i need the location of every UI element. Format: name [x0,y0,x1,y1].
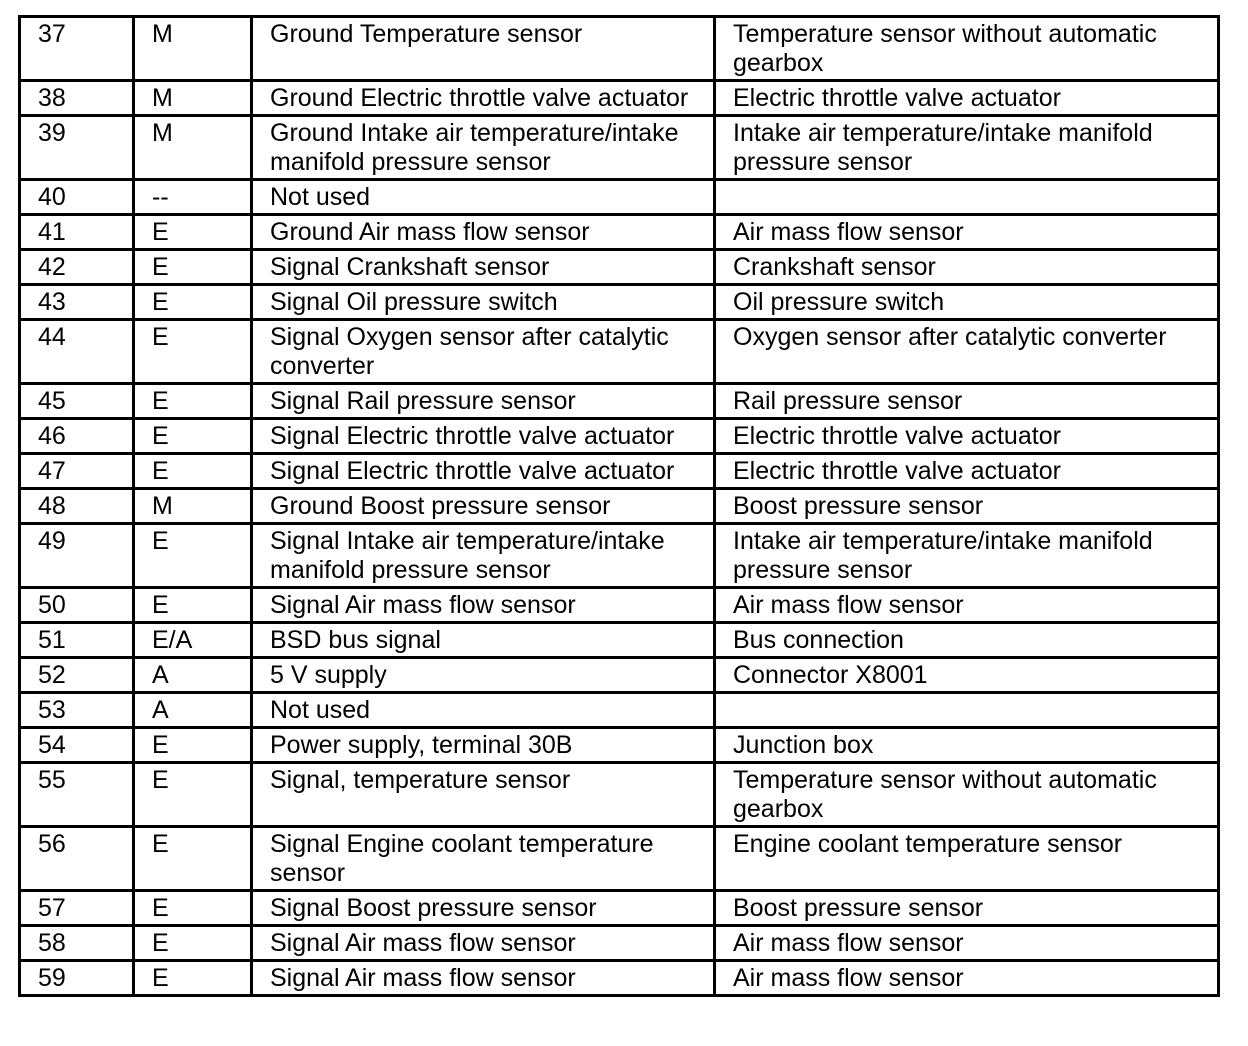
pin-description-cell: Signal, temperature sensor [252,763,715,827]
component-cell: Engine coolant temperature sensor [715,827,1219,891]
component-cell: Air mass flow sensor [715,215,1219,250]
pin-number-cell: 56 [20,827,134,891]
table-row [20,588,1219,623]
table-row [20,524,1219,588]
pin-number-cell: 57 [20,891,134,926]
pin-description-cell: Not used [252,693,715,728]
pin-table-body [20,17,1219,996]
pin-description-cell: Power supply, terminal 30B [252,728,715,763]
component-cell: Intake air temperature/intake manifold pressure sensor [715,524,1219,588]
component-cell: Temperature sensor without automatic gearbox [715,763,1219,827]
pin-description-cell: Signal Air mass flow sensor [252,961,715,996]
table-row [20,926,1219,961]
pin-number-cell: 40 [20,180,134,215]
component-cell: Connector X8001 [715,658,1219,693]
signal-type-cell: M [134,116,252,180]
pin-number-cell: 46 [20,419,134,454]
signal-type-cell: E [134,926,252,961]
pin-description-cell: Not used [252,180,715,215]
pin-number-cell: 47 [20,454,134,489]
pin-number-cell: 59 [20,961,134,996]
table-row [20,454,1219,489]
pin-number-cell: 58 [20,926,134,961]
pin-description-cell: Signal Intake air temperature/intake manifold pressure sensor [252,524,715,588]
pin-number-cell: 39 [20,116,134,180]
signal-type-cell: E [134,454,252,489]
signal-type-cell: E [134,524,252,588]
pin-number-cell: 41 [20,215,134,250]
pin-number-cell: 38 [20,81,134,116]
signal-type-cell: E [134,250,252,285]
signal-type-cell: E [134,320,252,384]
pin-description-cell: Ground Air mass flow sensor [252,215,715,250]
table-row [20,180,1219,215]
signal-type-cell: M [134,489,252,524]
pin-description-cell: Signal Engine coolant temperature sensor [252,827,715,891]
table-row [20,17,1219,81]
pin-description-cell: 5 V supply [252,658,715,693]
signal-type-cell: E [134,215,252,250]
component-cell: Air mass flow sensor [715,588,1219,623]
pin-description-cell: Signal Rail pressure sensor [252,384,715,419]
component-cell: Temperature sensor without automatic gearbox [715,17,1219,81]
pin-description-cell: Signal Boost pressure sensor [252,891,715,926]
component-cell: Crankshaft sensor [715,250,1219,285]
pin-number-cell: 43 [20,285,134,320]
pin-number-cell: 54 [20,728,134,763]
signal-type-cell: E [134,285,252,320]
table-row [20,658,1219,693]
table-row [20,215,1219,250]
signal-type-cell: E [134,763,252,827]
component-cell: Oxygen sensor after catalytic converter [715,320,1219,384]
signal-type-cell: E [134,728,252,763]
signal-type-cell: E [134,827,252,891]
pin-description-cell: Ground Electric throttle valve actuator [252,81,715,116]
table-row [20,285,1219,320]
pin-number-cell: 44 [20,320,134,384]
component-cell: Junction box [715,728,1219,763]
signal-type-cell: E [134,419,252,454]
signal-type-cell: M [134,17,252,81]
table-row [20,961,1219,996]
pin-description-cell: Signal Air mass flow sensor [252,926,715,961]
pin-number-cell: 52 [20,658,134,693]
pin-description-cell: Signal Electric throttle valve actuator [252,419,715,454]
table-row [20,81,1219,116]
table-row [20,891,1219,926]
signal-type-cell: E [134,588,252,623]
table-row [20,250,1219,285]
component-cell [715,180,1219,215]
pin-number-cell: 51 [20,623,134,658]
pin-description-cell: BSD bus signal [252,623,715,658]
signal-type-cell: E [134,891,252,926]
table-row [20,728,1219,763]
pin-description-cell: Signal Air mass flow sensor [252,588,715,623]
pin-number-cell: 49 [20,524,134,588]
table-row [20,623,1219,658]
component-cell: Electric throttle valve actuator [715,454,1219,489]
pin-assignment-table [18,15,1220,997]
component-cell: Electric throttle valve actuator [715,81,1219,116]
pin-number-cell: 55 [20,763,134,827]
component-cell: Rail pressure sensor [715,384,1219,419]
pin-description-cell: Signal Oil pressure switch [252,285,715,320]
component-cell: Oil pressure switch [715,285,1219,320]
table-row [20,320,1219,384]
pin-description-cell: Ground Boost pressure sensor [252,489,715,524]
signal-type-cell: -- [134,180,252,215]
component-cell [715,693,1219,728]
pin-description-cell: Signal Crankshaft sensor [252,250,715,285]
signal-type-cell: E [134,384,252,419]
pin-description-cell: Ground Temperature sensor [252,17,715,81]
component-cell: Air mass flow sensor [715,961,1219,996]
component-cell: Air mass flow sensor [715,926,1219,961]
pin-number-cell: 37 [20,17,134,81]
component-cell: Electric throttle valve actuator [715,419,1219,454]
table-row [20,693,1219,728]
table-row [20,763,1219,827]
pin-number-cell: 53 [20,693,134,728]
pin-number-cell: 45 [20,384,134,419]
pin-number-cell: 50 [20,588,134,623]
signal-type-cell: M [134,81,252,116]
pin-description-cell: Signal Electric throttle valve actuator [252,454,715,489]
component-cell: Bus connection [715,623,1219,658]
table-row [20,489,1219,524]
table-row [20,116,1219,180]
pin-description-cell: Ground Intake air temperature/intake manifold pressure sensor [252,116,715,180]
signal-type-cell: E/A [134,623,252,658]
table-row [20,384,1219,419]
pin-number-cell: 48 [20,489,134,524]
signal-type-cell: A [134,658,252,693]
signal-type-cell: A [134,693,252,728]
pin-description-cell: Signal Oxygen sensor after catalytic converter [252,320,715,384]
component-cell: Intake air temperature/intake manifold pressure sensor [715,116,1219,180]
pin-number-cell: 42 [20,250,134,285]
component-cell: Boost pressure sensor [715,891,1219,926]
table-row [20,827,1219,891]
component-cell: Boost pressure sensor [715,489,1219,524]
signal-type-cell: E [134,961,252,996]
table-row [20,419,1219,454]
